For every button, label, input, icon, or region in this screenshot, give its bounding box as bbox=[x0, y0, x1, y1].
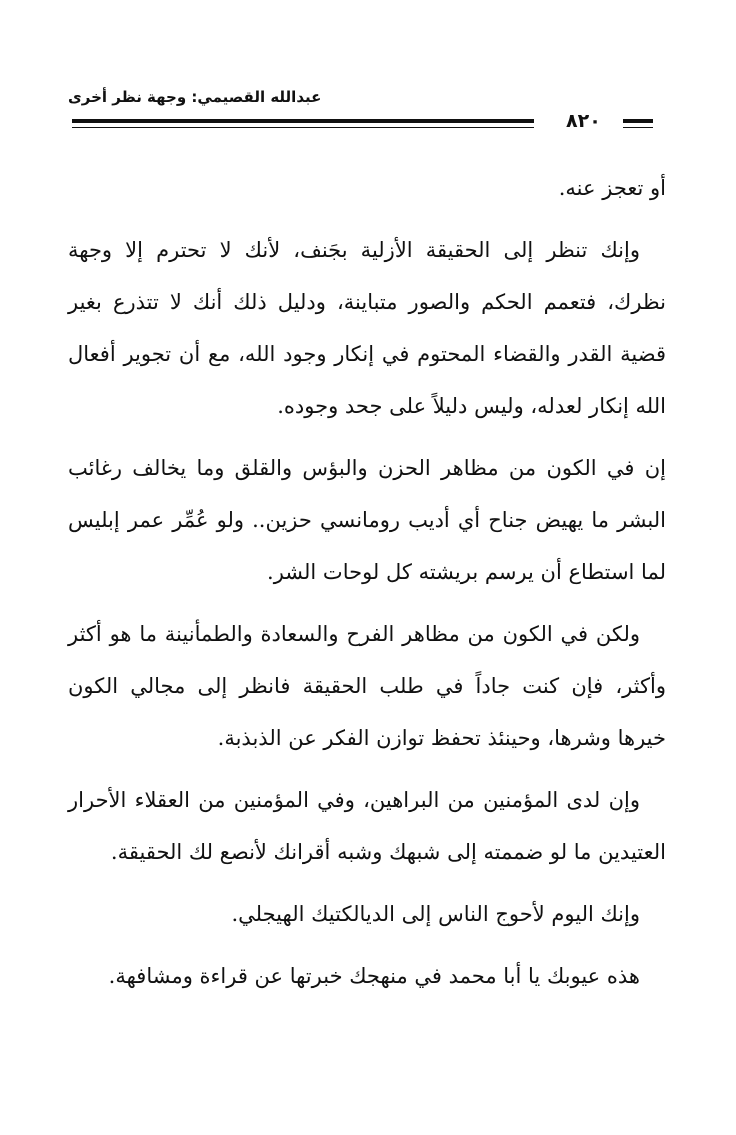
paragraph: وإنك تنظر إلى الحقيقة الأزلية بجَنف، لأنك لا تحترم إلا وجهة نظرك، فتعمم الحكم والصور متباينة، ودليل ذلك أنك لا تتذرع بغير قضية القدر والقضاء المحتوم في إنكار وجود الله، مع أن تجوير أفعال الله إنكار لعدله، وليس دليلاً على جحد وجوده. bbox=[68, 238, 666, 418]
header-rule-thin bbox=[72, 127, 534, 128]
paragraph: هذه عيوبك يا أبا محمد في منهجك خبرتها عن قراءة ومشافهة. bbox=[108, 964, 640, 988]
body-text bbox=[68, 162, 666, 1012]
paragraph: أو تعجز عنه. bbox=[558, 176, 666, 200]
paragraph: وإنك اليوم لأحوج الناس إلى الديالكتيك الهيجلي. bbox=[231, 902, 640, 926]
header-rule-thick bbox=[72, 119, 534, 123]
page-number: ٨٢٠ bbox=[566, 110, 601, 132]
page-number-rule-thin bbox=[623, 127, 653, 128]
paragraph: وإن لدى المؤمنين من البراهين، وفي المؤمنين من العقلاء الأحرار العتيدين ما لو ضممته إلى شبهك وشبه أقرانك لأنصع لك الحقيقة. bbox=[68, 788, 666, 864]
running-head-title: عبدالله القصيمي: وجهة نظر أخرى bbox=[68, 88, 322, 106]
page-number-rule-thick bbox=[623, 119, 653, 123]
paragraph: ولكن في الكون من مظاهر الفرح والسعادة والطمأنينة ما هو أكثر وأكثر، فإن كنت جاداً في طلب الحقيقة فانظر إلى مجالي الكون خيرها وشرها، وحينئذ تحفظ توازن الفكر عن الذبذبة. bbox=[68, 622, 666, 750]
paragraph: إن في الكون من مظاهر الحزن والبؤس والقلق وما يخالف رغائب البشر ما يهيض جناح أي أديب رومانسي حزين.. ولو عُمِّر عمر إبليس لما استطاع أن يرسم بريشته كل لوحات الشر. bbox=[68, 456, 666, 584]
